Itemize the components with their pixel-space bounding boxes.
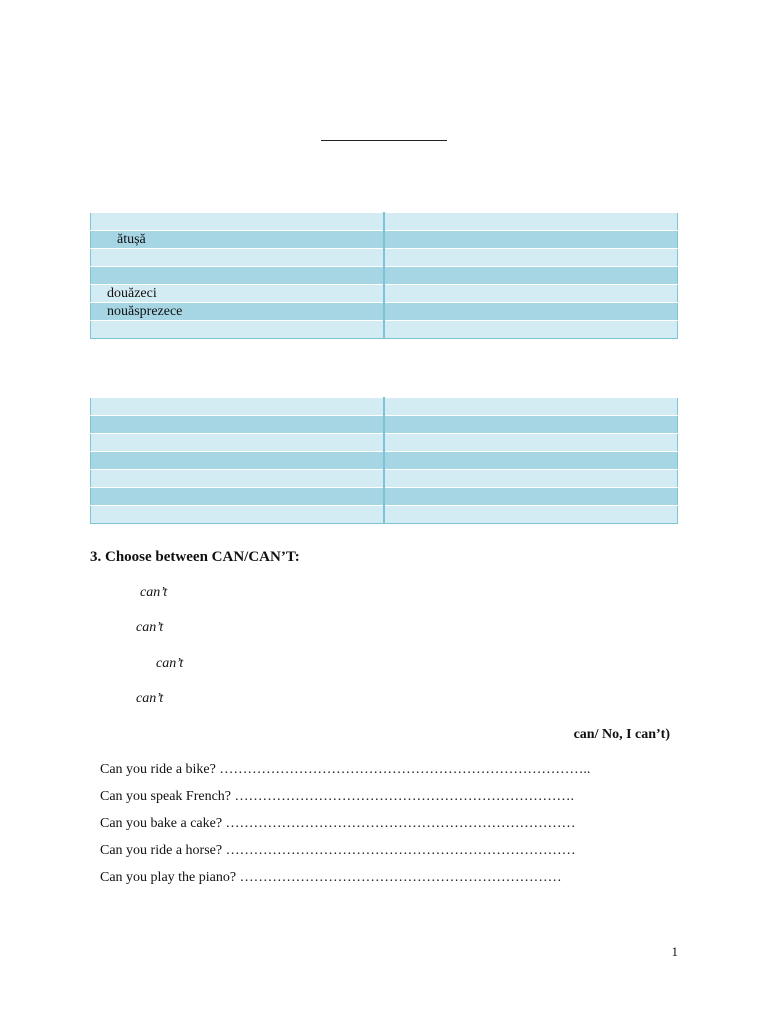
table-cell-word bbox=[91, 321, 385, 339]
table-cell-word: douăzeci bbox=[91, 285, 385, 303]
title-underline bbox=[321, 140, 447, 141]
table-row bbox=[91, 452, 678, 470]
table-row bbox=[91, 434, 678, 452]
table-cell-word bbox=[91, 213, 385, 231]
table-row bbox=[91, 303, 678, 321]
question-line: Can you play the piano? …………………………………………………………… bbox=[100, 870, 562, 885]
table-cell-answer[interactable] bbox=[384, 267, 678, 285]
question-line: Can you speak French? ………………………………………………………………. bbox=[100, 789, 575, 804]
table-cell-answer[interactable] bbox=[384, 434, 678, 452]
table-row bbox=[91, 231, 678, 249]
table-cell-answer[interactable] bbox=[384, 506, 678, 524]
table-row bbox=[91, 416, 678, 434]
table-row bbox=[91, 285, 678, 303]
vocabulary-table-1 bbox=[90, 212, 678, 339]
table-cell-word bbox=[91, 249, 385, 267]
table-cell-answer[interactable] bbox=[384, 321, 678, 339]
table-cell-word bbox=[91, 506, 385, 524]
table-cell-word bbox=[91, 452, 385, 470]
table-row bbox=[91, 213, 678, 231]
question-line: Can you ride a horse? ………………………………………………………………… bbox=[100, 843, 576, 858]
table-cell-answer[interactable] bbox=[384, 452, 678, 470]
table-cell-answer[interactable] bbox=[384, 488, 678, 506]
table-cell-answer[interactable] bbox=[384, 303, 678, 321]
table-cell-word bbox=[91, 488, 385, 506]
table-cell-word bbox=[91, 398, 385, 416]
table-cell-answer[interactable] bbox=[384, 416, 678, 434]
table-cell-word bbox=[91, 434, 385, 452]
question-line: Can you ride a bike? …………………………………………………………………….. bbox=[100, 762, 591, 777]
cant-word: can’t bbox=[156, 656, 184, 671]
table-cell-word: nouăsprezece bbox=[91, 303, 385, 321]
table-cell-word bbox=[91, 267, 385, 285]
table-cell-answer[interactable] bbox=[384, 213, 678, 231]
cant-word: can’t bbox=[136, 620, 164, 635]
table-cell-answer[interactable] bbox=[384, 470, 678, 488]
table-row bbox=[91, 506, 678, 524]
table-row bbox=[91, 398, 678, 416]
vocabulary-table-2 bbox=[90, 397, 678, 524]
table-cell-answer[interactable] bbox=[384, 285, 678, 303]
table-row bbox=[91, 267, 678, 285]
table-cell-answer[interactable] bbox=[384, 398, 678, 416]
table-cell-word bbox=[91, 416, 385, 434]
table-row bbox=[91, 249, 678, 267]
table-row bbox=[91, 470, 678, 488]
table-cell-word: ătușă bbox=[91, 231, 385, 249]
table-row bbox=[91, 488, 678, 506]
exercise-3-heading: 3. Choose between CAN/CAN’T: bbox=[90, 549, 300, 565]
table-cell-answer[interactable] bbox=[384, 249, 678, 267]
page-number: 1 bbox=[671, 944, 678, 959]
exercise-4-hint: can/ No, I can’t) bbox=[573, 727, 670, 742]
cant-word: can’t bbox=[136, 691, 164, 706]
table-cell-word bbox=[91, 470, 385, 488]
table-row bbox=[91, 321, 678, 339]
table-cell-answer[interactable] bbox=[384, 231, 678, 249]
cant-word: can’t bbox=[140, 585, 168, 600]
question-line: Can you bake a cake? ………………………………………………………………… bbox=[100, 816, 576, 831]
